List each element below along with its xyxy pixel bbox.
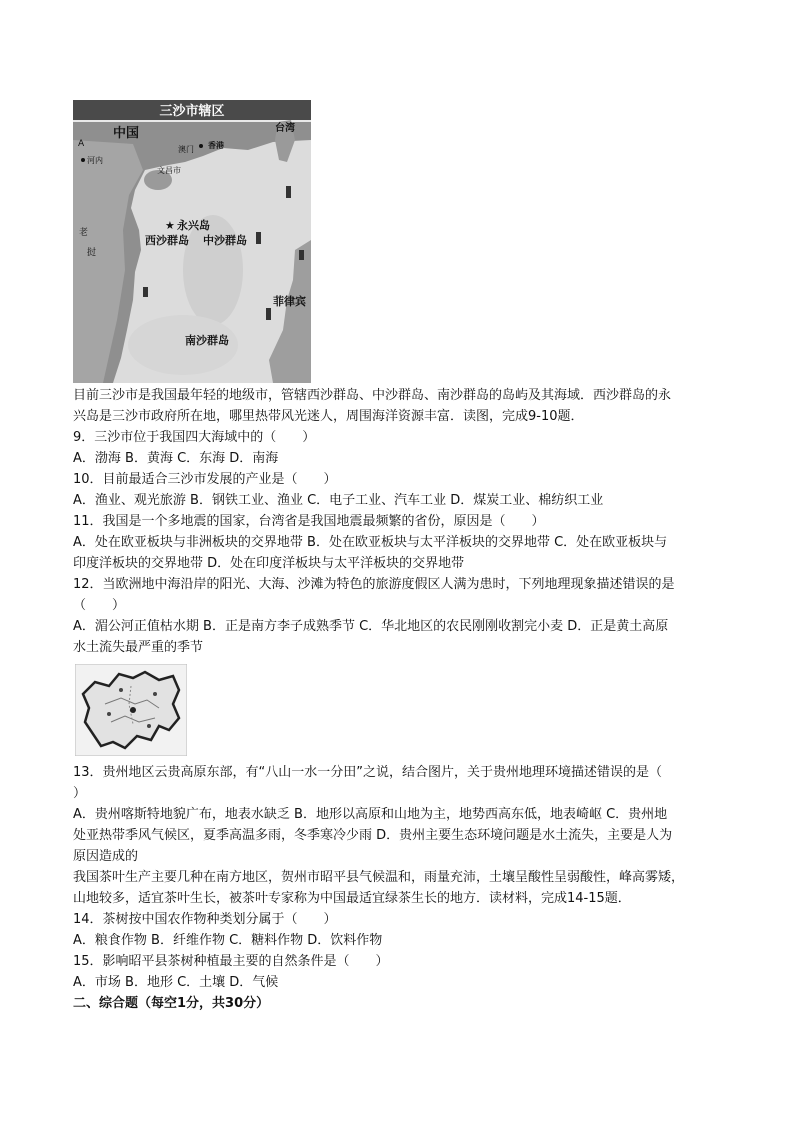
sansha-map bbox=[73, 100, 311, 383]
question-13-options-2: 处亚热带季风气候区，夏季高温多雨，冬季寒冷少雨 D．贵州主要生态环境问题是水土流失，主要是人为 bbox=[73, 828, 673, 843]
question-10-options: A．渔业、观光旅游 B．钢铁工业、渔业 C．电子工业、汽车工业 D．煤炭工业、棉纺织工业 bbox=[73, 493, 604, 508]
question-12-options-1: A．湄公河正值枯水期 B．正是南方李子成熟季节 C．华北地区的农民刚刚收割完小麦 D．正是黄土高原 bbox=[73, 619, 669, 634]
label-nansha: 南沙群岛 bbox=[185, 334, 229, 347]
question-13: 13．贵州地区云贵高原东部，有“八山一水一分田”之说，结合图片，关于贵州地理环境描述错误的是（ bbox=[73, 765, 663, 780]
label-macau: 澳门 bbox=[178, 145, 194, 154]
question-11-options-1: A．处在欧亚板块与非洲板块的交界地带 B．处在欧亚板块与太平洋板块的交界地带 C．处在欧亚板块与 bbox=[73, 535, 668, 550]
tea-intro-line-2: 山地较多，适宜茶叶生长，被茶叶专家称为中国最适宜绿茶生长的地方．读材料，完成14-15题． bbox=[73, 891, 631, 906]
boundary-mark bbox=[143, 287, 148, 297]
star-icon: ★ bbox=[165, 219, 175, 232]
city-dot bbox=[153, 692, 157, 696]
boundary-mark bbox=[286, 186, 291, 198]
label-hongkong: 香港 bbox=[208, 141, 224, 150]
question-9: 9．三沙市位于我国四大海域中的（ ） bbox=[73, 430, 316, 445]
city-dot bbox=[119, 688, 123, 692]
question-14: 14．茶树按中国农作物种类划分属于（ ） bbox=[73, 912, 337, 927]
intro-line-2: 兴岛是三沙市政府所在地，哪里热带风光迷人，周围海洋资源丰富．读图，完成9-10题． bbox=[73, 409, 584, 424]
tea-intro-line-1: 我国茶叶生产主要几种在南方地区，贺州市昭平县气候温和，雨量充沛，土壤呈酸性呈弱酸性，峰高雾矮， bbox=[73, 870, 685, 885]
question-14-options: A．粮食作物 B．纤维作物 C．糖料作物 D．饮料作物 bbox=[73, 933, 383, 948]
city-dot bbox=[147, 724, 151, 728]
question-15: 15．影响昭平县茶树种植最主要的自然条件是（ ） bbox=[73, 954, 389, 969]
label-zhongsha: 中沙群岛 bbox=[203, 234, 247, 247]
boundary-mark bbox=[299, 250, 304, 260]
label-laos-2: 挝 bbox=[87, 248, 97, 258]
question-11-options-2: 印度洋板块的交界地带 D．处在印度洋板块与太平洋板块的交界地带 bbox=[73, 556, 465, 571]
label-philippines: 菲律宾 bbox=[273, 295, 306, 308]
question-13-options-1: A．贵州喀斯特地貌广布，地表水缺乏 B．地形以高原和山地为主，地势西高东低，地表崎岖 C．贵州地 bbox=[73, 807, 668, 822]
boundary-mark bbox=[256, 232, 261, 244]
label-xisha: 西沙群岛 bbox=[145, 234, 189, 247]
question-12: 12．当欧洲地中海沿岸的阳光、大海、沙滩为特色的旅游度假区人满为患时，下列地理现象描述错误的是 bbox=[73, 577, 675, 592]
city-dot bbox=[107, 712, 111, 716]
question-13-options-3: 原因造成的 bbox=[73, 849, 139, 864]
boundary-mark bbox=[266, 308, 271, 320]
hanoi-dot bbox=[81, 158, 85, 162]
section-heading: 二、综合题（每空1分，共30分） bbox=[73, 996, 270, 1011]
label-taiwan: 台湾 bbox=[275, 123, 295, 134]
question-12-paren: （ ） bbox=[73, 598, 126, 613]
question-15-options: A．市场 B．地形 C．土壤 D．气候 bbox=[73, 975, 279, 990]
map-title: 三沙市辖区 bbox=[159, 104, 225, 119]
label-laos-1: 老 bbox=[79, 228, 89, 238]
question-12-options-2: 水土流失最严重的季节 bbox=[73, 640, 204, 655]
question-9-options: A．渤海 B．黄海 C．东海 D．南海 bbox=[73, 451, 279, 466]
label-hanoi: 河内 bbox=[87, 156, 103, 165]
label-china: 中国 bbox=[113, 126, 140, 141]
intro-line-1: 目前三沙市是我国最年轻的地级市，管辖西沙群岛、中沙群岛、南沙群岛的岛屿及其海域．西沙群岛的永 bbox=[73, 388, 672, 403]
hongkong-dot bbox=[199, 144, 203, 148]
guizhou-map bbox=[75, 664, 187, 756]
label-yongxing: 永兴岛 bbox=[177, 219, 210, 232]
question-13-paren: ） bbox=[73, 786, 87, 801]
guiyang-dot bbox=[130, 707, 136, 713]
question-11: 11．我国是一个多地震的国家，台湾省是我国地震最频繁的省份，原因是（ ） bbox=[73, 514, 545, 529]
label-wenchang: 文昌市 bbox=[157, 166, 181, 175]
question-10: 10．目前最适合三沙市发展的产业是（ ） bbox=[73, 472, 337, 487]
label-a: A bbox=[78, 139, 85, 149]
